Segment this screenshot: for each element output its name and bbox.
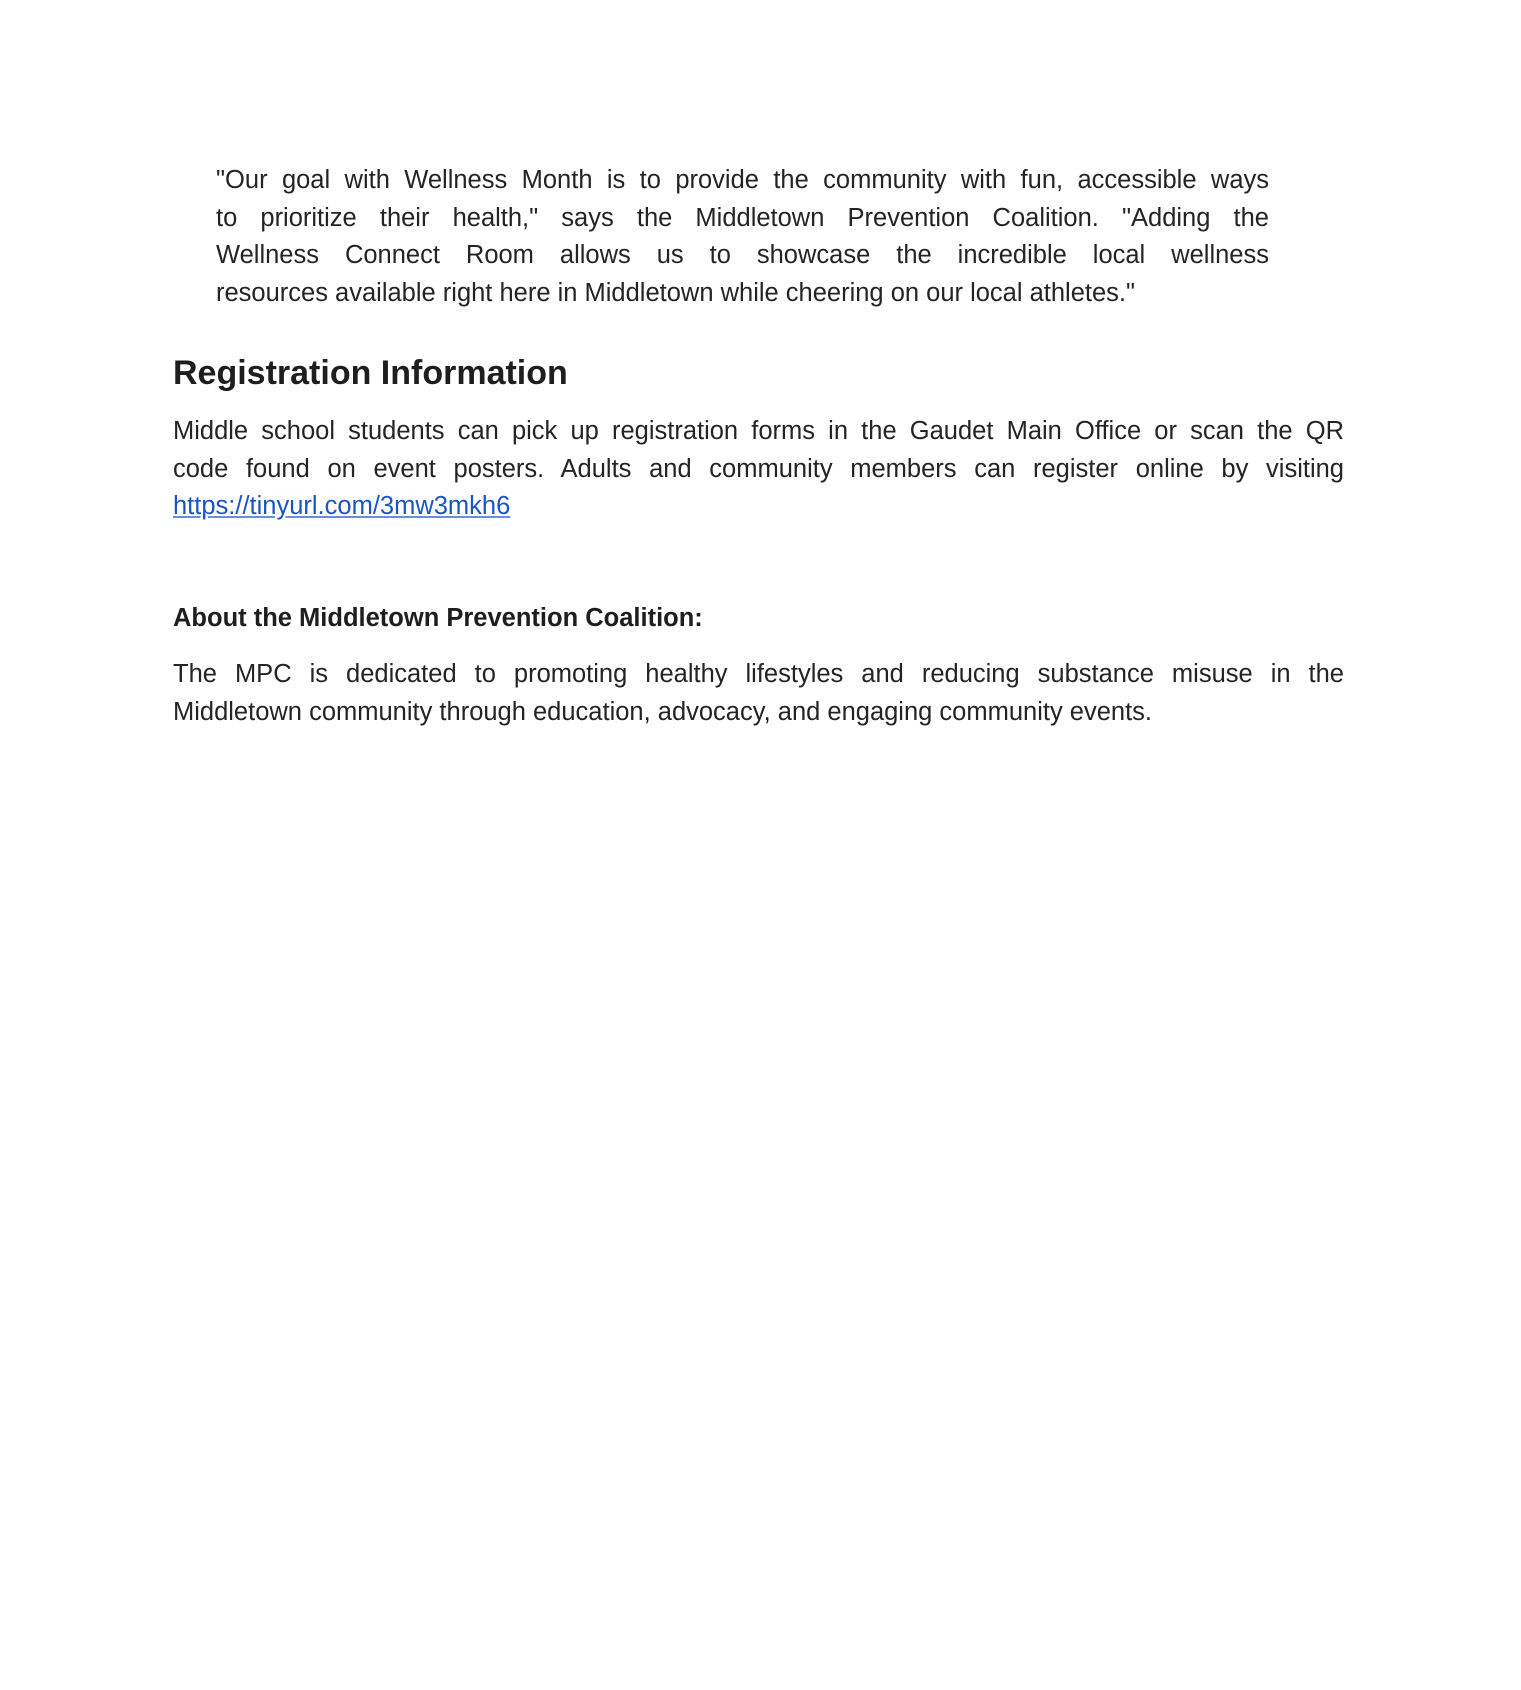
quote-line: Wellness Connect Room allows us to showcase the incredible local wellness (216, 241, 1269, 269)
about-heading: About the Middletown Prevention Coalition: (173, 604, 703, 632)
about-line: Middletown community through education, advocacy, and engaging community events. (173, 697, 1152, 726)
quote-line: "Our goal with Wellness Month is to provide the community with fun, accessible ways (216, 166, 1269, 194)
wellness-quote (216, 162, 1269, 312)
about-line: The MPC is dedicated to promoting healthy lifestyles and reducing substance misuse in the (173, 660, 1344, 688)
about-paragraph (173, 656, 1344, 731)
quote-line: to prioritize their health," says the Middletown Prevention Coalition. "Adding the (216, 203, 1269, 232)
quote-line: resources available right here in Middletown while cheering on our local athletes." (216, 278, 1136, 307)
registration-heading: Registration Information (173, 354, 568, 392)
registration-paragraph (173, 413, 1344, 526)
registration-line: code found on event posters. Adults and community members can register online by visiting (173, 454, 1344, 483)
registration-line: Middle school students can pick up registration forms in the Gaudet Main Office or scan the QR (173, 417, 1344, 445)
registration-link[interactable]: https://tinyurl.com/3mw3mkh6 (173, 492, 511, 520)
